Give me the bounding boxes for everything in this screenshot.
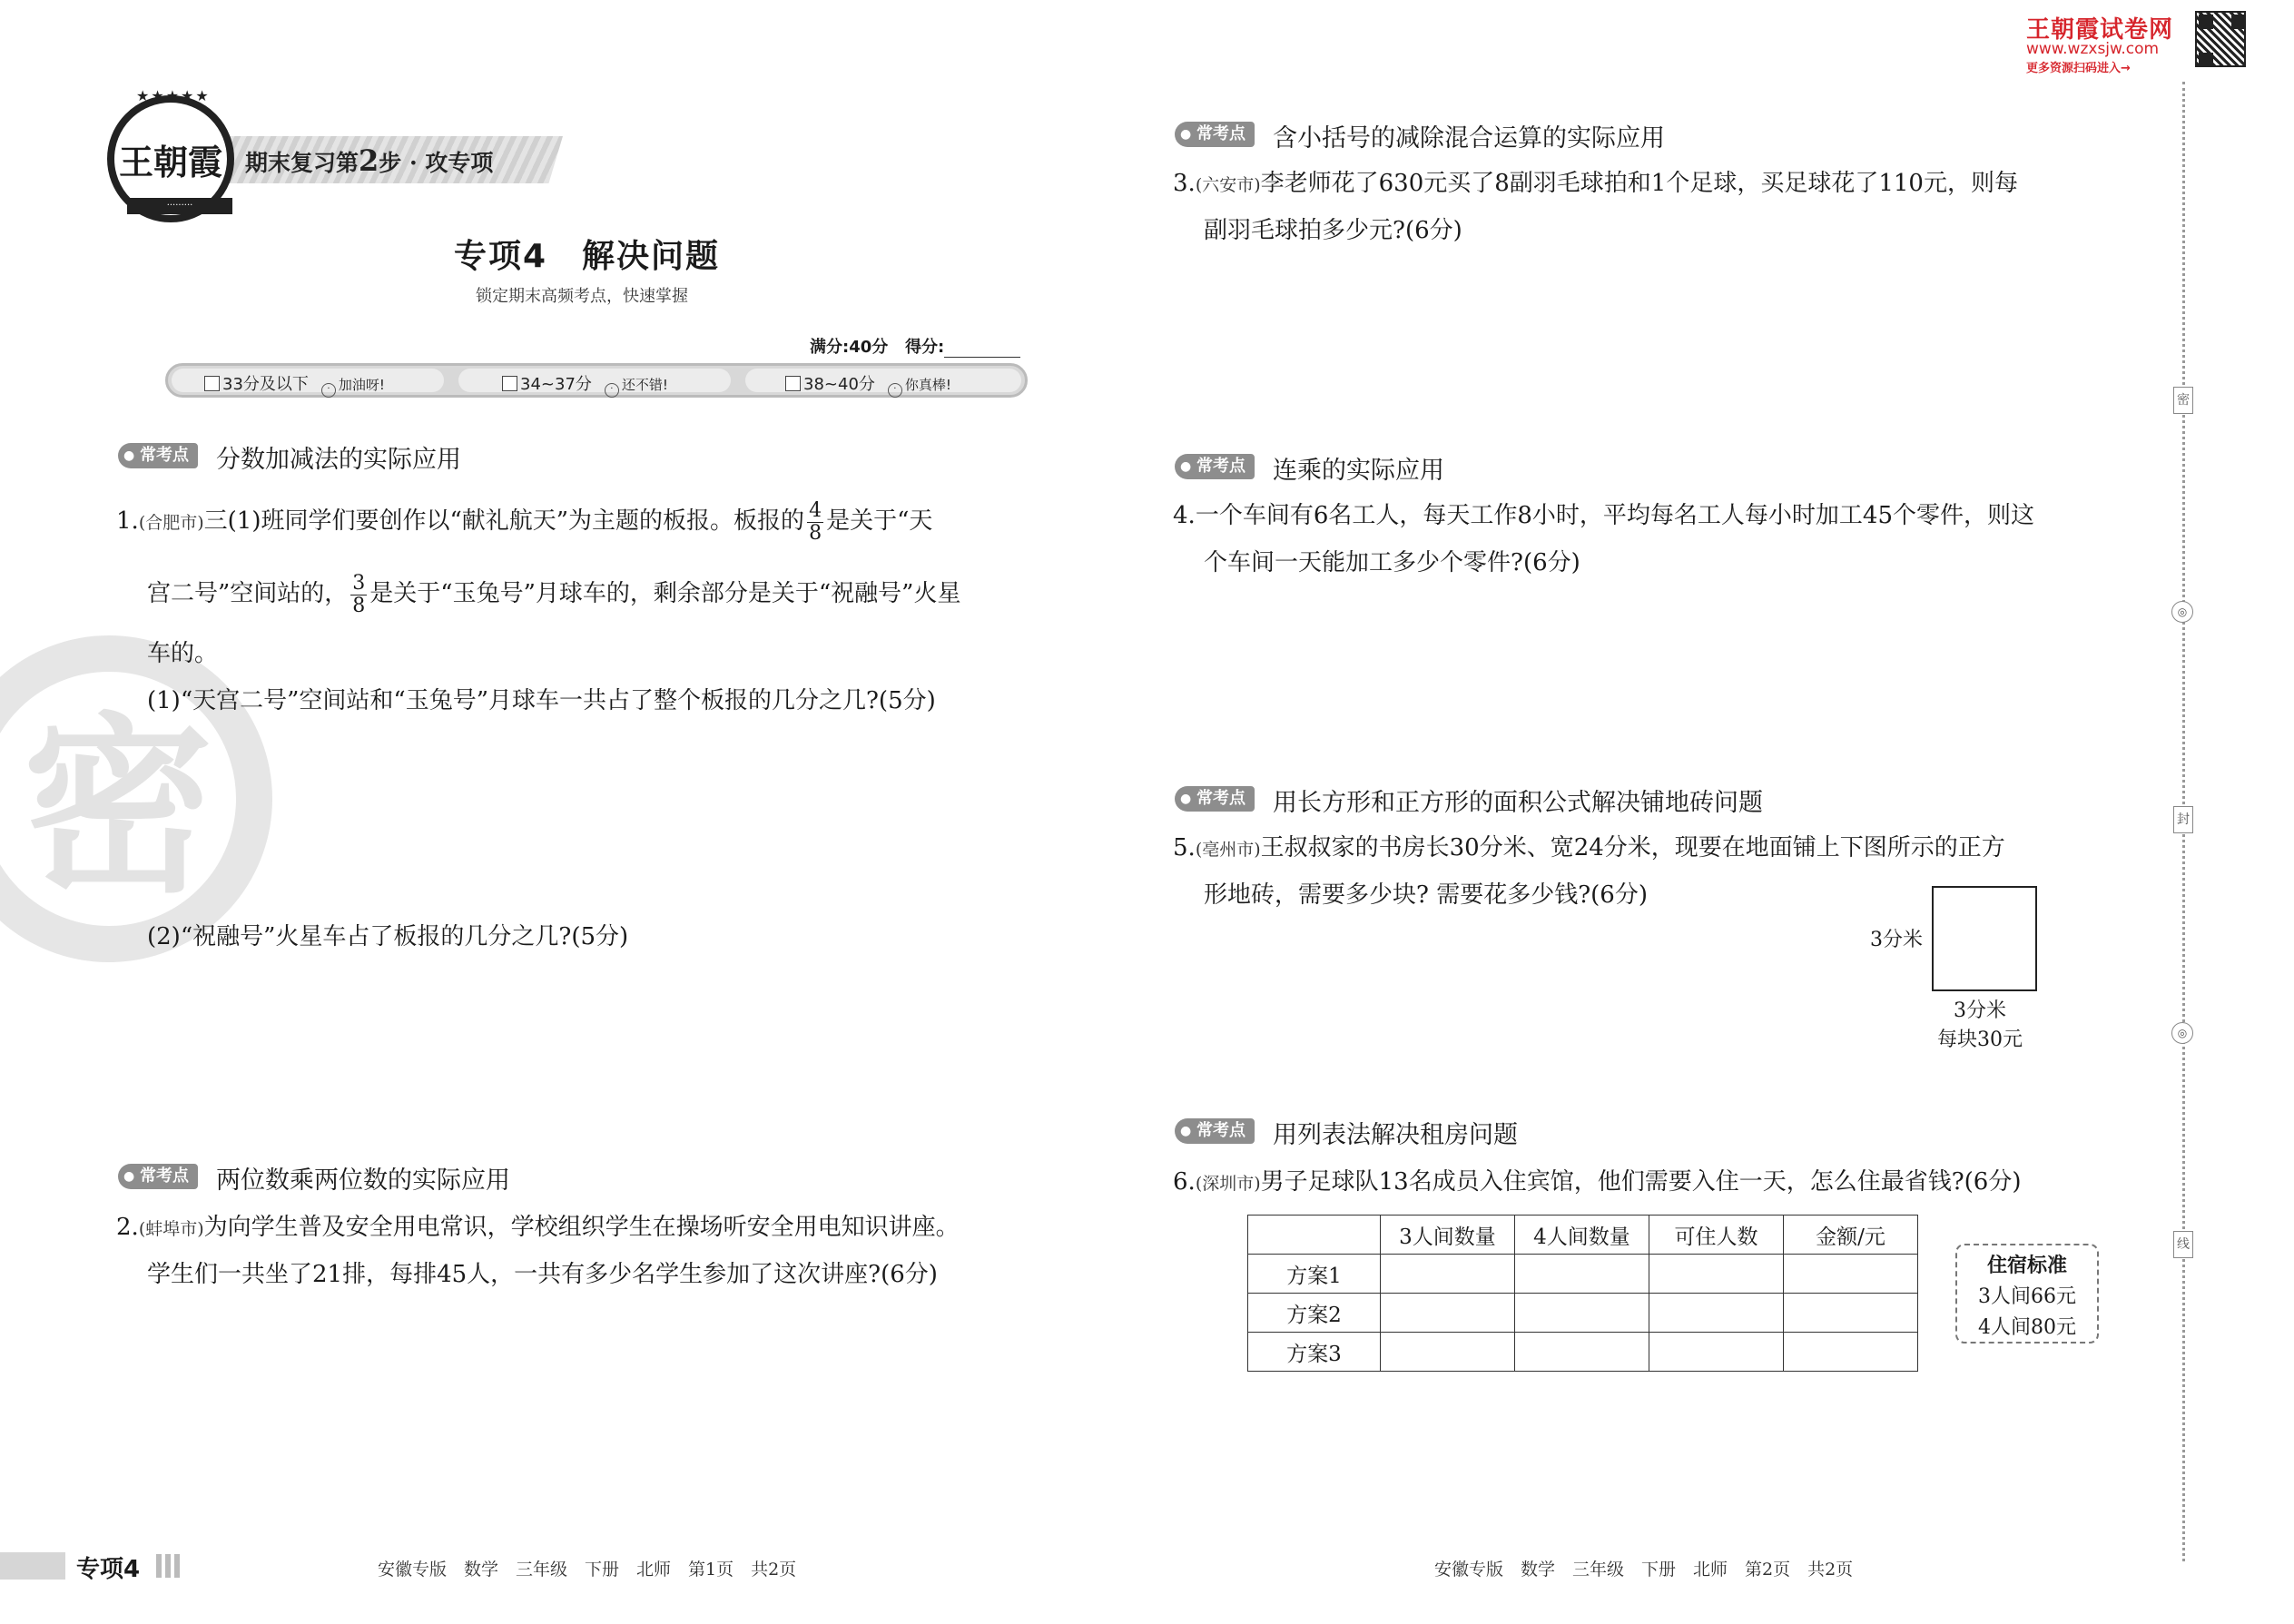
tile-side-label: 3分米 bbox=[1870, 929, 1923, 951]
question-3-line-1: 3.(六安市)李老师花了630元买了8副羽毛球拍和1个足球，买足球花了110元，则每 bbox=[1173, 170, 2018, 197]
binding-mark-seal: 密 bbox=[2173, 387, 2193, 414]
brand-url: www.wzxsjw.com bbox=[2026, 40, 2160, 58]
row-label: 方案1 bbox=[1248, 1255, 1381, 1294]
tile-price-label: 每块30元 bbox=[1937, 1029, 2023, 1051]
table-header: 3人间数量 bbox=[1381, 1216, 1515, 1255]
section-title-1: 分数加减法的实际应用 bbox=[216, 446, 461, 474]
question-2-line-1: 2.(蚌埠市)为向学生普及安全用电常识，学校组织学生在操场听安全用电知识讲座。 bbox=[116, 1214, 960, 1241]
table-header-row bbox=[1248, 1216, 1918, 1255]
rent-plan-table bbox=[1247, 1215, 1918, 1372]
section-title-3: 含小括号的减除混合运算的实际应用 bbox=[1273, 124, 1665, 153]
question-6-line-1: 6.(深圳市)男子足球队13名成员入住宾馆，他们需要入住一天，怎么住最省钱?(6分) bbox=[1173, 1168, 2022, 1196]
tile-bottom-label: 3分米 bbox=[1954, 999, 2006, 1022]
smile-icon: · bbox=[888, 383, 902, 398]
fraction-4-8: $\frac{4}{8}$ bbox=[809, 498, 822, 545]
section-tag-4: ● 常考点 bbox=[1175, 454, 1255, 479]
answer-cell[interactable] bbox=[1649, 1294, 1784, 1333]
score-blank[interactable] bbox=[944, 343, 1020, 358]
answer-cell[interactable] bbox=[1381, 1255, 1515, 1294]
question-3-line-2: 副羽毛球拍多少元?(6分) bbox=[1204, 217, 1462, 244]
page-subtitle: 锁定期末高频考点，快速掌握 bbox=[476, 287, 688, 306]
question-2-line-2: 学生们一共坐了21排，每排45人，一共有多少名学生参加了这次讲座?(6分) bbox=[147, 1261, 938, 1288]
answer-cell[interactable] bbox=[1381, 1333, 1515, 1372]
binding-hole-icon: ◎ bbox=[2171, 1022, 2193, 1044]
section-tag-5: ● 常考点 bbox=[1175, 786, 1255, 812]
fraction-3-8: $\frac{3}{8}$ bbox=[352, 571, 366, 617]
checkbox-level-2[interactable] bbox=[502, 376, 517, 391]
row-label: 方案2 bbox=[1248, 1294, 1381, 1333]
score-level-3: 38~40分 · 你真棒! bbox=[785, 371, 951, 398]
full-score: 满分:40分 bbox=[810, 338, 889, 357]
section-title-5: 用长方形和正方形的面积公式解决铺地砖问题 bbox=[1273, 789, 1763, 817]
qr-code-icon[interactable] bbox=[2195, 11, 2246, 67]
question-1-line-3: 车的。 bbox=[147, 640, 219, 667]
binding-mark-line: 线 bbox=[2173, 1231, 2193, 1258]
checkbox-level-3[interactable] bbox=[785, 376, 801, 391]
answer-cell[interactable] bbox=[1649, 1333, 1784, 1372]
footer-label: 专项4 bbox=[76, 1556, 141, 1583]
page-title: 专项4 解决问题 bbox=[454, 238, 721, 275]
lodging-standard-box bbox=[1955, 1244, 2099, 1343]
question-1-line-1: 1.(合肥市)三(1)班同学们要创作以“献礼航天”为主题的板报。板报的 $\frac{4}{8}$ 是关于“天 bbox=[116, 498, 933, 545]
table-header bbox=[1248, 1216, 1381, 1255]
footer-decoration bbox=[156, 1554, 183, 1578]
lodging-standard-line-1: 3人间66元 bbox=[1978, 1285, 2076, 1308]
footer-info-right: 安徽专版 数学 三年级 下册 北师 第2页 共2页 bbox=[1434, 1560, 1854, 1580]
score-level-2: 34~37分 · 还不错! bbox=[502, 371, 668, 398]
section-tag-2: ● 常考点 bbox=[118, 1164, 198, 1189]
section-tag-6: ● 常考点 bbox=[1175, 1118, 1255, 1144]
tile-square-figure bbox=[1932, 886, 2037, 991]
smile-icon: · bbox=[605, 383, 619, 398]
row-label: 方案3 bbox=[1248, 1333, 1381, 1372]
binding-mark-cover: 封 bbox=[2173, 806, 2193, 833]
logo-ribbon: ········· bbox=[127, 198, 232, 214]
answer-cell[interactable] bbox=[1784, 1294, 1918, 1333]
score-level-1: 33分及以下 · 加油呀! bbox=[204, 371, 385, 398]
table-header: 可住人数 bbox=[1649, 1216, 1784, 1255]
binding-hole-icon: ◎ bbox=[2171, 601, 2193, 623]
brand-tip: 更多资源扫码进入→ bbox=[2026, 62, 2131, 75]
answer-cell[interactable] bbox=[1784, 1333, 1918, 1372]
question-5-line-2: 形地砖，需要多少块? 需要花多少钱?(6分) bbox=[1204, 881, 1648, 909]
question-4-line-1: 4.一个车间有6名工人，每天工作8小时，平均每名工人每小时加工45个零件，则这 bbox=[1173, 502, 2034, 529]
lodging-standard-title: 住宿标准 bbox=[1986, 1255, 2067, 1277]
step-text: 期末复习第2步 · 攻专项 bbox=[245, 143, 494, 178]
footer-bar bbox=[0, 1552, 65, 1580]
crown-icon: ★★★★★ bbox=[136, 87, 211, 104]
score-label: 得分: bbox=[905, 338, 945, 357]
section-title-6: 用列表法解决租房问题 bbox=[1273, 1121, 1518, 1149]
answer-cell[interactable] bbox=[1649, 1255, 1784, 1294]
question-1-sub-2: (2)“祝融号”火星车占了板报的几分之几?(5分) bbox=[147, 923, 629, 950]
score-bar bbox=[165, 363, 1028, 398]
answer-cell[interactable] bbox=[1515, 1255, 1649, 1294]
answer-cell[interactable] bbox=[1515, 1333, 1649, 1372]
answer-cell[interactable] bbox=[1784, 1255, 1918, 1294]
section-title-2: 两位数乘两位数的实际应用 bbox=[216, 1166, 510, 1195]
lodging-standard-line-2: 4人间80元 bbox=[1978, 1316, 2076, 1339]
smile-icon: · bbox=[321, 383, 336, 398]
section-tag-3: ● 常考点 bbox=[1175, 122, 1255, 147]
footer-info-left: 安徽专版 数学 三年级 下册 北师 第1页 共2页 bbox=[378, 1560, 797, 1580]
section-tag-1: ● 常考点 bbox=[118, 443, 198, 468]
section-title-4: 连乘的实际应用 bbox=[1273, 457, 1444, 485]
table-row bbox=[1248, 1255, 1918, 1294]
answer-cell[interactable] bbox=[1381, 1294, 1515, 1333]
answer-cell[interactable] bbox=[1515, 1294, 1649, 1333]
checkbox-level-1[interactable] bbox=[204, 376, 220, 391]
watermark-seal-char: 密 bbox=[22, 696, 213, 919]
question-4-line-2: 个车间一天能加工多少个零件?(6分) bbox=[1204, 549, 1580, 576]
brand-name: 王朝霞试卷网 bbox=[2026, 16, 2174, 44]
question-1-sub-1: (1)“天宫二号”空间站和“玉兔号”月球车一共占了整个板报的几分之几?(5分) bbox=[147, 687, 936, 714]
table-header: 金额/元 bbox=[1784, 1216, 1918, 1255]
table-row bbox=[1248, 1294, 1918, 1333]
question-5-line-1: 5.(亳州市)王叔叔家的书房长30分米、宽24分米，现要在地面铺上下图所示的正方 bbox=[1173, 834, 2005, 861]
table-row bbox=[1248, 1333, 1918, 1372]
table-header: 4人间数量 bbox=[1515, 1216, 1649, 1255]
logo-text: 王朝霞 bbox=[118, 142, 222, 182]
score-line bbox=[810, 334, 1020, 358]
question-1-line-2: 宫二号”空间站的， $\frac{3}{8}$ 是关于“玉兔号”月球车的，剩余部分是关于“祝融号”火星 bbox=[147, 571, 961, 617]
